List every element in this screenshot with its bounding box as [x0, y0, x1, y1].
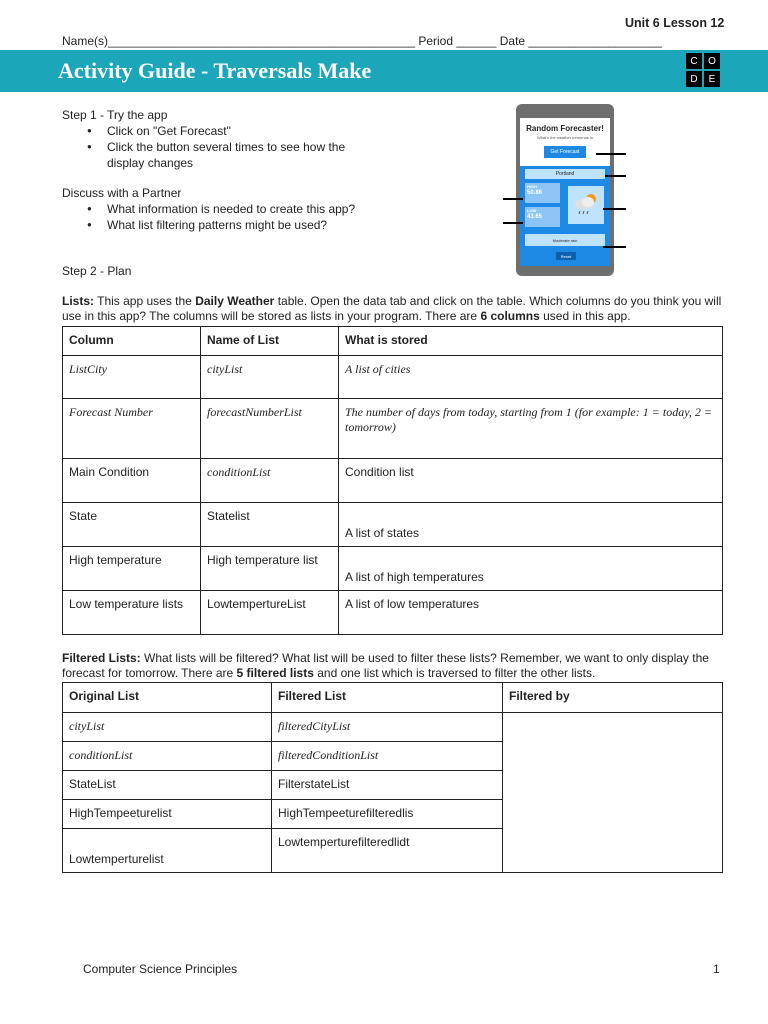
- table-row: [63, 591, 723, 635]
- high-box: [525, 183, 560, 203]
- table-cell: High temperature list: [201, 547, 339, 591]
- table-cell: A list of states: [339, 503, 723, 547]
- app-title: Random Forecaster!: [526, 124, 604, 133]
- lists-label: Lists:: [62, 294, 95, 308]
- step1-list: [62, 123, 382, 171]
- pointer-arrow: [503, 222, 523, 224]
- table-cell: FilterstateList: [272, 771, 503, 800]
- table-cell: filteredCityList: [272, 713, 503, 742]
- table-header: What is stored: [339, 327, 723, 356]
- pointer-arrow: [603, 208, 626, 210]
- code-logo: [686, 53, 720, 87]
- table-cell: cityList: [63, 713, 272, 742]
- list-item: ● Click on "Get Forecast": [62, 123, 382, 139]
- lists-text-1: This app uses the: [94, 294, 196, 308]
- pointer-arrow: [603, 246, 626, 248]
- table-cell: A list of low temperatures: [339, 591, 723, 635]
- low-value: 43.65: [527, 214, 543, 220]
- table-cell: A list of high temperatures: [339, 547, 723, 591]
- table-row: [63, 459, 723, 503]
- table-cell: HighTempeeturelist: [63, 800, 272, 829]
- unit-label: Unit 6 Lesson 12: [625, 16, 725, 30]
- table-cell: Lowtemperturefilteredlidt: [272, 829, 503, 873]
- cloud-rain-sun-icon: [568, 186, 604, 224]
- footer-course: Computer Science Principles: [83, 962, 238, 976]
- filtered-text-1: What lists will be filtered? What list will be used to filter these lists? Remember, we want to only display the forecast for tomorrow. There are: [62, 651, 709, 680]
- step2-heading: Step 2 - Plan: [62, 264, 132, 278]
- list-item: ● Click the button several times to see how the display changes: [62, 139, 382, 171]
- list-item: ● What information is needed to create this app?: [62, 201, 422, 217]
- forecast-panel: [520, 166, 610, 266]
- discuss-heading: Discuss with a Partner: [62, 186, 182, 200]
- table-row: [63, 547, 723, 591]
- table-header: Filtered List: [272, 683, 503, 713]
- lists-paragraph: [62, 294, 722, 324]
- table-cell: Condition list: [339, 459, 723, 503]
- table-header: Original List: [63, 683, 272, 713]
- step1-heading: Step 1 - Try the app: [62, 108, 168, 122]
- filtered-text-2: and one list which is traversed to filter the other lists.: [313, 666, 596, 680]
- table-row: [63, 356, 723, 399]
- discuss-list: [62, 201, 422, 233]
- high-label: HIGH: [527, 184, 537, 189]
- table-cell: LowtempertureList: [201, 591, 339, 635]
- reset-button[interactable]: Reset: [556, 252, 576, 260]
- table-cell: forecastNumberList: [201, 399, 339, 459]
- low-label: LOW: [527, 208, 537, 213]
- page-number: 1: [713, 962, 720, 976]
- table-cell: Statelist: [201, 503, 339, 547]
- table-cell: A list of cities: [339, 356, 723, 399]
- high-value: 50.86: [527, 190, 543, 196]
- table-cell: ListCity: [63, 356, 201, 399]
- column-count: 6 columns: [480, 309, 540, 323]
- app-screenshot: [516, 104, 614, 276]
- table-header: Column: [63, 327, 201, 356]
- lists-text-3: used in this app.: [539, 309, 631, 323]
- filtered-count: 5 filtered lists: [236, 666, 314, 680]
- table-cell: StateList: [63, 771, 272, 800]
- page-title: Activity Guide - Traversals Make: [58, 58, 372, 83]
- lists-table: [62, 326, 723, 635]
- city-label: Portland: [525, 169, 605, 179]
- table-cell: Main Condition: [63, 459, 201, 503]
- table-row: [63, 503, 723, 547]
- app-subtitle: What's the weather tomorrow in: [536, 135, 594, 140]
- condition-label: Moderate rain: [525, 234, 605, 246]
- filtered-label: Filtered Lists:: [62, 651, 141, 665]
- low-box: [525, 207, 560, 227]
- table-cell: The number of days from today, starting from 1 (for example: 1 = today, 2 = tomorrow): [339, 399, 723, 459]
- table-row: [63, 399, 723, 459]
- table-cell: Lowtemperturelist: [63, 829, 272, 873]
- pointer-arrow: [596, 153, 626, 155]
- table-cell: Forecast Number: [63, 399, 201, 459]
- table-cell: State: [63, 503, 201, 547]
- table-cell: conditionList: [201, 459, 339, 503]
- get-forecast-button[interactable]: Get Forecast: [544, 146, 586, 158]
- pointer-arrow: [605, 175, 626, 177]
- filtered-table: [62, 682, 723, 873]
- logo-letter: D: [686, 71, 702, 87]
- app-screen: [520, 118, 610, 266]
- table-row: [63, 713, 723, 742]
- pointer-arrow: [503, 198, 523, 200]
- filtered-by-cell: [503, 713, 723, 873]
- filtered-paragraph: [62, 651, 727, 681]
- table-cell: filteredConditionList: [272, 742, 503, 771]
- name-period-date-line: Name(s)______________________________________________ Period ______ Date ____________________: [62, 34, 662, 48]
- table-cell: High temperature: [63, 547, 201, 591]
- table-cell: conditionList: [63, 742, 272, 771]
- list-item: ● What list filtering patterns might be used?: [62, 217, 422, 233]
- table-header: Filtered by: [503, 683, 723, 713]
- logo-letter: C: [686, 53, 702, 69]
- table-cell: HighTempeeturefilteredlis: [272, 800, 503, 829]
- logo-letter: O: [704, 53, 720, 69]
- logo-letter: E: [704, 71, 720, 87]
- table-cell: cityList: [201, 356, 339, 399]
- table-header: Name of List: [201, 327, 339, 356]
- table-name: Daily Weather: [195, 294, 275, 308]
- lists-text-2: table. Open the data tab and click on the table. Which columns do you think you will use in this app? The columns will be stored as lists in your program. There are: [62, 294, 722, 323]
- table-cell: Low temperature lists: [63, 591, 201, 635]
